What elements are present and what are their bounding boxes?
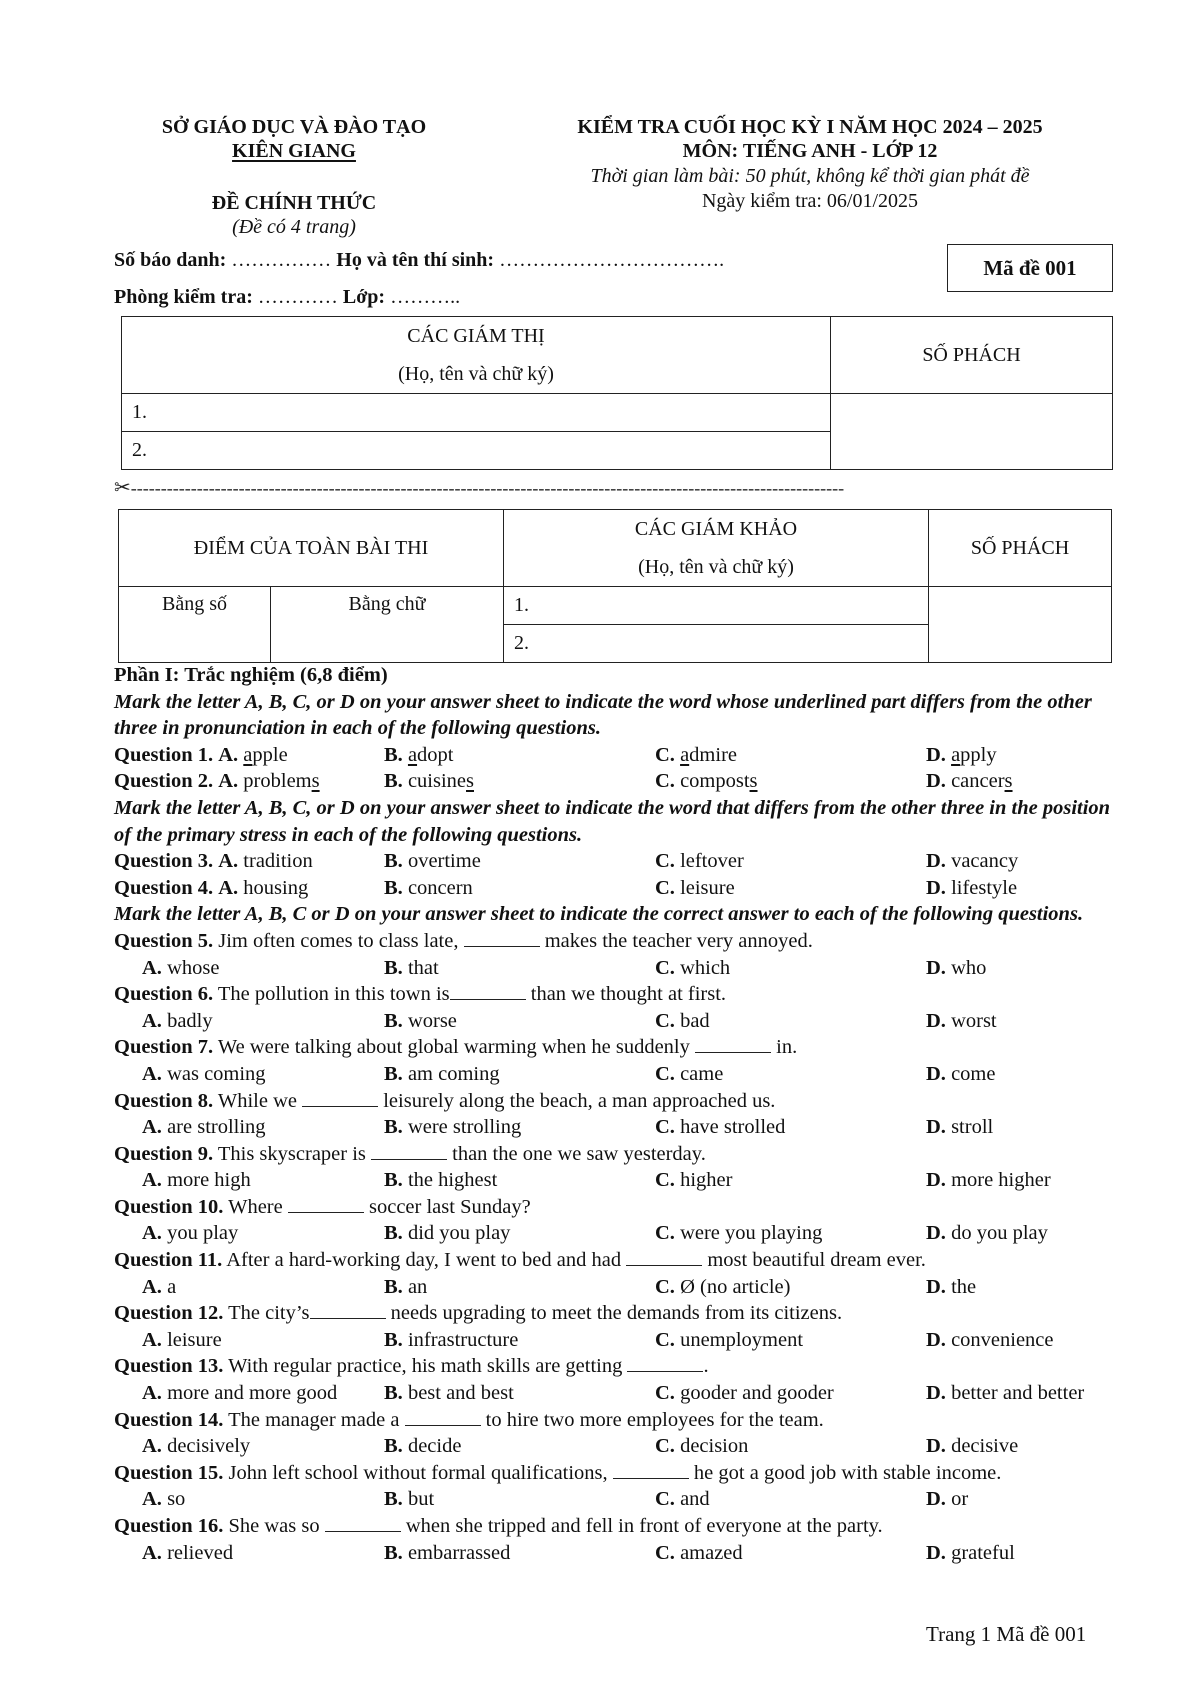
question-label: Question 12. — [114, 1302, 224, 1325]
section-title: Phần I: Trắc nghiệm (6,8 điểm) — [114, 664, 388, 686]
q15-option-a[interactable]: A. so — [142, 1488, 186, 1511]
question-14-options — [114, 1433, 1116, 1460]
invigilator-row-2[interactable]: 2. — [122, 432, 831, 470]
q8-option-c[interactable]: C. have strolled — [655, 1116, 786, 1139]
student-name-field[interactable]: ……………………………. — [499, 249, 725, 271]
q7-option-a[interactable]: A. was coming — [142, 1062, 266, 1085]
question-11-options — [114, 1274, 1116, 1301]
question-text: This skyscraper is — [213, 1142, 372, 1165]
answer-blank[interactable] — [371, 1141, 447, 1160]
answer-blank[interactable] — [405, 1407, 481, 1426]
q4-option-b[interactable]: B. concern — [384, 876, 473, 899]
q6-option-b[interactable]: B. worse — [384, 1009, 457, 1032]
question-text: After a hard-working day, I went to bed and had — [222, 1249, 627, 1272]
question-text: . — [703, 1355, 709, 1378]
question-10-options — [114, 1220, 1116, 1247]
q13-option-c[interactable]: C. gooder and gooder — [655, 1382, 834, 1405]
question-16-options — [114, 1540, 1116, 1567]
invigilator-title: CÁC GIÁM THỊ — [407, 325, 545, 347]
examiner-table — [118, 509, 1112, 663]
question-text: makes the teacher very annoyed. — [539, 929, 813, 952]
q4-option-a[interactable]: Question 4. A. housing — [114, 876, 309, 899]
question-label: Question 8. — [114, 1089, 214, 1112]
question-text: The manager made a — [223, 1408, 405, 1431]
q10-option-d[interactable]: D. do you play — [926, 1222, 1048, 1245]
question-text: to hire two more employees for the team. — [480, 1408, 824, 1431]
scissors-icon: ✂ — [114, 478, 131, 498]
q13-option-d[interactable]: D. better and better — [926, 1382, 1085, 1405]
question-5-stem — [114, 928, 1116, 955]
question-text: than the one we saw yesterday. — [447, 1142, 706, 1165]
secret-number-header-2: SỐ PHÁCH — [929, 510, 1112, 587]
exam-date: Ngày kiểm tra: 06/01/2025 — [701, 190, 919, 212]
question-2 — [114, 768, 1116, 795]
question-text: when she tripped and fell in front of everyone at the party. — [400, 1515, 883, 1537]
question-9-stem — [114, 1141, 1116, 1168]
question-text: leisurely along the beach, a man approached us. — [378, 1089, 776, 1112]
question-text: soccer last Sunday? — [363, 1195, 531, 1218]
student-id-label: Số báo danh: — [114, 249, 227, 271]
question-7-options — [114, 1061, 1116, 1088]
question-15-stem — [114, 1460, 1116, 1487]
q12-option-d[interactable]: D. convenience — [926, 1328, 1054, 1351]
secret-number-header: SỐ PHÁCH — [831, 317, 1113, 394]
q1-option-b[interactable]: B. adopt — [384, 743, 454, 766]
q14-option-d[interactable]: D. decisive — [926, 1435, 1019, 1458]
question-8-options — [114, 1114, 1116, 1141]
exam-title: KIỂM TRA CUỐI HỌC KỲ I NĂM HỌC 2024 – 2025 — [577, 116, 1043, 138]
question-9-options — [114, 1167, 1116, 1194]
score-header: ĐIỂM CỦA TOÀN BÀI THI — [119, 510, 504, 587]
q4-option-d[interactable]: D. lifestyle — [926, 876, 1018, 899]
q1-option-a[interactable]: Question 1. A. apple — [114, 743, 288, 766]
q8-option-b[interactable]: B. were strolling — [384, 1116, 522, 1139]
province-name: KIÊN GIANG — [232, 140, 356, 162]
question-16-stem — [114, 1513, 1116, 1540]
question-label: Question 9. — [114, 1142, 214, 1165]
q12-option-a[interactable]: A. leisure — [142, 1328, 222, 1351]
invigilator-header — [122, 317, 831, 394]
examiner-title: CÁC GIÁM KHẢO — [634, 518, 798, 540]
q8-option-a[interactable]: A. are strolling — [142, 1116, 266, 1139]
question-text: We were talking about global warming when he suddenly — [213, 1036, 695, 1059]
q7-option-c[interactable]: C. came — [655, 1062, 724, 1085]
q10-option-c[interactable]: C. were you playing — [655, 1222, 823, 1245]
q5-option-d[interactable]: D. who — [926, 956, 987, 979]
q8-option-d[interactable]: D. stroll — [926, 1116, 994, 1139]
answer-blank[interactable] — [695, 1034, 771, 1053]
question-14-stem — [114, 1407, 1116, 1434]
question-6-stem — [114, 981, 1116, 1008]
question-text: Jim often comes to class late, — [213, 929, 464, 952]
invigilator-row-1[interactable]: 1. — [122, 394, 831, 432]
q11-option-c[interactable]: C. Ø (no article) — [655, 1275, 791, 1298]
question-text: She was so — [223, 1515, 325, 1537]
q3-option-c[interactable]: C. leftover — [655, 850, 744, 873]
question-12-stem — [114, 1300, 1116, 1327]
q10-option-a[interactable]: A. you play — [142, 1222, 239, 1245]
question-label: Question 10. — [114, 1195, 224, 1218]
q5-option-c[interactable]: C. which — [655, 956, 731, 979]
question-7-stem — [114, 1034, 1116, 1061]
q11-option-b[interactable]: B. an — [384, 1275, 428, 1298]
examiner-header — [504, 510, 929, 587]
student-name-label: Họ và tên thí sinh: — [336, 249, 495, 271]
q14-option-b[interactable]: B. decide — [384, 1435, 462, 1458]
q6-option-c[interactable]: C. bad — [655, 1009, 710, 1032]
question-label: Question 13. — [114, 1355, 224, 1378]
score-in-numbers[interactable]: Bằng số — [119, 587, 271, 663]
answer-blank[interactable] — [288, 1194, 364, 1213]
q2-option-c[interactable]: C. composts — [655, 770, 758, 793]
class-field[interactable]: ……….. — [390, 286, 461, 308]
question-6-options — [114, 1008, 1116, 1035]
q9-option-b[interactable]: B. the highest — [384, 1169, 498, 1192]
question-4 — [114, 875, 1116, 902]
exam-code: Mã đề 001 — [983, 255, 1077, 280]
q15-option-d[interactable]: D. or — [926, 1488, 969, 1511]
answer-blank[interactable] — [450, 981, 526, 1000]
question-8-stem — [114, 1088, 1116, 1115]
exam-content — [114, 660, 1116, 1566]
question-3 — [114, 848, 1116, 875]
question-label: Question 5. — [114, 929, 214, 952]
q11-option-d[interactable]: D. the — [926, 1275, 977, 1298]
q9-option-c[interactable]: C. higher — [655, 1169, 733, 1192]
answer-blank[interactable] — [302, 1088, 378, 1107]
secret-number-cell-2[interactable] — [929, 587, 1112, 663]
examiner-subtitle: (Họ, tên và chữ ký) — [638, 556, 794, 578]
question-list — [114, 928, 1116, 1566]
q12-option-b[interactable]: B. infrastructure — [384, 1328, 519, 1351]
question-text: The pollution in this town is — [213, 983, 450, 1006]
room-label: Phòng kiểm tra: — [114, 286, 253, 308]
question-text: in. — [771, 1036, 798, 1059]
q7-option-d[interactable]: D. come — [926, 1062, 996, 1085]
q15-option-c[interactable]: C. and — [655, 1488, 710, 1511]
question-text: needs upgrading to meet the demands from its citizens. — [385, 1302, 843, 1325]
question-15-options — [114, 1486, 1116, 1513]
question-label: Question 14. — [114, 1408, 224, 1431]
q9-option-a[interactable]: A. more high — [142, 1169, 251, 1192]
q12-option-c[interactable]: C. unemployment — [655, 1328, 804, 1351]
question-label: Question 11. — [114, 1249, 223, 1272]
q16-option-a[interactable]: A. relieved — [142, 1541, 234, 1564]
class-label: Lớp: — [342, 286, 386, 308]
exam-code-box — [947, 244, 1113, 292]
student-id-line — [114, 249, 724, 272]
question-label: Question 6. — [114, 983, 214, 1006]
question-label: Question 7. — [114, 1036, 214, 1059]
q13-option-b[interactable]: B. best and best — [384, 1382, 514, 1405]
question-text: While we — [213, 1089, 303, 1112]
q11-option-a[interactable]: A. a — [142, 1275, 177, 1298]
q6-option-a[interactable]: A. badly — [142, 1009, 213, 1032]
question-text: most beautiful dream ever. — [702, 1249, 926, 1272]
examiner-row-1[interactable]: 1. — [504, 587, 929, 625]
q7-option-b[interactable]: B. am coming — [384, 1062, 500, 1085]
q2-option-a[interactable]: Question 2. A. problems — [114, 770, 320, 793]
question-text: With regular practice, his math skills are getting — [223, 1355, 628, 1378]
q16-option-d[interactable]: D. grateful — [926, 1541, 1015, 1564]
subject-title: MÔN: TIẾNG ANH - LỚP 12 — [682, 140, 938, 162]
q1-option-d[interactable]: D. apply — [926, 743, 997, 766]
question-10-stem — [114, 1194, 1116, 1221]
q2-option-d[interactable]: D. cancers — [926, 770, 1013, 793]
invigilator-subtitle: (Họ, tên và chữ ký) — [398, 363, 554, 385]
question-5-options — [114, 955, 1116, 982]
answer-blank[interactable] — [626, 1247, 702, 1266]
page-footer: Trang 1 Mã đề 001 — [926, 1622, 1087, 1646]
instruction-pronunciation: Mark the letter A, B, C, or D on your answer sheet to indicate the word whose underlined part differs from the other three in pronunciation in each of the following questions. — [114, 690, 1092, 740]
instruction-grammar: Mark the letter A, B, C or D on your answer sheet to indicate the correct answer to each of the following questions. — [114, 903, 1084, 926]
question-text: John left school without formal qualifications, — [223, 1461, 613, 1484]
invigilator-table — [121, 316, 1113, 470]
cut-line — [114, 478, 1000, 498]
answer-blank[interactable] — [613, 1460, 689, 1479]
cut-dashes: ----------------------------------------------------------------------------------------------------------------------- — [130, 478, 845, 498]
question-12-options — [114, 1327, 1116, 1354]
answer-blank[interactable] — [310, 1300, 386, 1319]
q5-option-a[interactable]: A. whose — [142, 956, 220, 979]
q10-option-b[interactable]: B. did you play — [384, 1222, 511, 1245]
q15-option-b[interactable]: B. but — [384, 1488, 435, 1511]
question-11-stem — [114, 1247, 1116, 1274]
question-text: The city’s — [223, 1302, 310, 1325]
official-exam-label: ĐỀ CHÍNH THỨC — [211, 192, 377, 214]
student-id-field[interactable]: …………… — [231, 249, 332, 271]
q16-option-b[interactable]: B. embarrassed — [384, 1541, 511, 1564]
question-text: he got a good job with stable income. — [688, 1461, 1002, 1484]
instruction-stress: Mark the letter A, B, C, or D on your answer sheet to indicate the word that differs from the other three in the position of the primary stress in each of the following questions. — [114, 796, 1111, 846]
question-13-stem — [114, 1353, 1116, 1380]
q13-option-a[interactable]: A. more and more good — [142, 1382, 338, 1405]
room-field[interactable]: ………… — [257, 286, 338, 308]
examiner-row-2[interactable]: 2. — [504, 625, 929, 663]
room-class-line — [114, 286, 460, 309]
question-13-options — [114, 1380, 1116, 1407]
answer-blank[interactable] — [627, 1353, 703, 1372]
question-1 — [114, 742, 1116, 769]
question-text: than we thought at first. — [525, 983, 727, 1006]
question-label: Question 16. — [114, 1515, 224, 1537]
q9-option-d[interactable]: D. more higher — [926, 1169, 1051, 1192]
q4-option-c[interactable]: C. leisure — [655, 876, 735, 899]
score-in-words[interactable]: Bằng chữ — [271, 587, 504, 663]
answer-blank[interactable] — [464, 928, 540, 947]
q6-option-d[interactable]: D. worst — [926, 1009, 997, 1032]
question-label: Question 15. — [114, 1461, 224, 1484]
department-name: SỞ GIÁO DỤC VÀ ĐÀO TẠO — [161, 116, 427, 138]
q3-option-a[interactable]: Question 3. A. tradition — [114, 850, 313, 873]
secret-number-cell[interactable] — [831, 394, 1113, 470]
q16-option-c[interactable]: C. amazed — [655, 1541, 743, 1564]
q3-option-b[interactable]: B. overtime — [384, 850, 481, 873]
question-text: Where — [223, 1195, 288, 1218]
answer-blank[interactable] — [325, 1513, 401, 1532]
page-count-note: (Đề có 4 trang) — [232, 216, 356, 238]
q5-option-b[interactable]: B. that — [384, 956, 439, 979]
q14-option-a[interactable]: A. decisively — [142, 1435, 251, 1458]
q14-option-c[interactable]: C. decision — [655, 1435, 749, 1458]
q1-option-c[interactable]: C. admire — [655, 743, 737, 766]
q2-option-b[interactable]: B. cuisines — [384, 770, 474, 793]
q3-option-d[interactable]: D. vacancy — [926, 850, 1019, 873]
time-allowed: Thời gian làm bài: 50 phút, không kể thời gian phát đề — [590, 165, 1030, 187]
